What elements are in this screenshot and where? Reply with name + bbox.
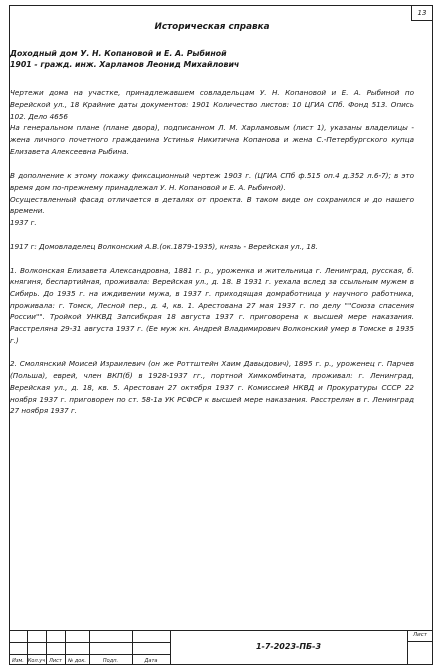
stamp-label-date: Дата (144, 658, 158, 664)
general-plan-paragraph: На генеральном плане (плане двора), подписанном Л. М. Харламовым (лист 1), указаны владелицы - жена личного почетного гражданина Устинья Никитична Копанова и жена С.-Петербургского купца Елизавета Алексеевна Рыбина. (10, 123, 414, 156)
document-code: 1-7-2023-ПБ-3 (255, 642, 322, 651)
stamp-label-signature: Подп. (102, 658, 119, 664)
building-name: Доходный дом У. Н. Копановой и Е. А. Рыбиной (10, 48, 227, 58)
stamp-label-izm: Изм. (12, 658, 24, 664)
stamp-label-list: Лист (49, 658, 62, 664)
year-1937-label: 1937 г. (10, 218, 37, 228)
victim-1-paragraph: 1. Волконская Елизавета Александровна, 1881 г. р., уроженка и жительница г. Ленинград, русская, б. княгиня, беспартийная, проживала: Верейская ул., д. 18. В 1931 г. уехала вслед за ссыльным мужем в Сибирь. До 1935 г. на иждивении мужа, в 1937 г. приходящая домработница у научного работника, проживала: г. Томск, Лесной пер., д. 4, кв. 1. Арестована 27 мая 1937 г. по делу ""Союза спасения России"". Тройкой УНКВД Запсибкрая 18 августа 1937 г. приговорена к высшей мере наказания. Расстреляна 29-31 августа 1937 г. (Ее муж кн. Андрей Владимирович Волконский умер в Томске в 1935 г.) (10, 265, 414, 345)
stamp-sheet-label: Лист (413, 632, 427, 638)
owner-1917-paragraph: 1917 г: Домовладелец Волконский А.В.(ок.1879-1935), князь - Верейская ул., 18. (10, 241, 318, 251)
stamp-label-doc-number: № док. (68, 658, 86, 664)
facade-paragraph: Осуществленный фасад отличается в деталях от проекта. В таком виде он сохранился и до нашего времени. (10, 194, 414, 216)
stamp-label-kol-uch: Кол.уч (27, 658, 46, 664)
victim-2-paragraph: 2. Смолянский Моисей Израилевич (он же Роттштейн Хаим Давыдович), 1895 г. р., уроженец г. Парчев (Польша), еврей, член ВКП(б) в 1928-1937 гг., портной Химкомбината, проживал: г. Ленинград, Верейская ул., д. 18, кв. 5. Арестован 27 октября 1937 г. Комиссией НКВД и Прокуратуры СССР 22 ноября 1937 г. приговорен по ст. 58-1а УК РСФСР к высшей мере наказания. Расстрелян в г. Ленинград 27 ноября 1937 г. (10, 359, 414, 416)
architect-line: 1901 - гражд. инж. Харламов Леонид Михайлович (10, 60, 240, 70)
document-body (10, 22, 414, 417)
title-block-stamp (9, 630, 433, 665)
fixation-drawing-paragraph: В дополнение к этому покажу фиксационный чертеж 1903 г. (ЦГИА СПб ф.515 оп.4 д.352 л.6-7); в это время дом по-прежнему принадлежал У. Н. Копановой и Е. А. Рыбиной). (10, 171, 414, 193)
document-title: Историческая справка (154, 22, 270, 32)
page-number: 13 (411, 6, 432, 21)
archive-reference-paragraph: Чертежи дома на участке, принадлежавшем совладельцам У. Н. Копановой и Е. А. Рыбиной по Верейской ул., 18 Крайние даты документов: 1901 Количество листов: 10 ЦГИА СПб. Фонд 513. Опись 102. Дело 4656 (10, 88, 414, 121)
